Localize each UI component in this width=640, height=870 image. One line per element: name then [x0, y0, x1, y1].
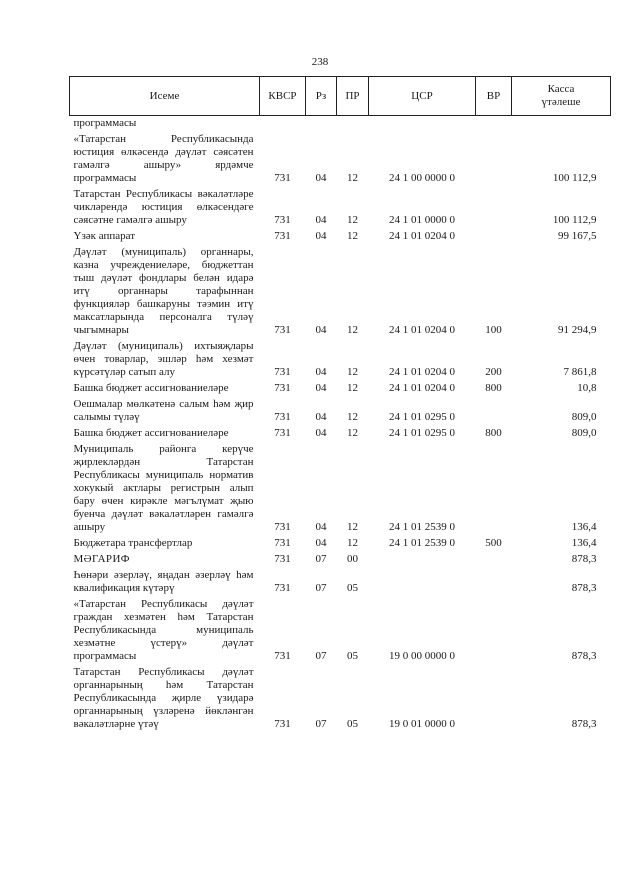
- cell-kvsr: 731: [274, 411, 291, 423]
- cell-kvsr: 731: [274, 521, 291, 533]
- cell-csr: 24 1 01 0295 0: [389, 427, 455, 439]
- cell-amount: 91 294,9: [558, 324, 597, 336]
- table-row: [70, 229, 611, 245]
- budget-table: [69, 76, 611, 733]
- cell-pr: 12: [347, 230, 358, 242]
- cell-csr: 24 1 00 0000 0: [389, 172, 455, 184]
- cell-amount: 10,8: [577, 382, 597, 394]
- cell-kvsr: 731: [274, 230, 291, 242]
- cell-name: Татарстан Республикасы вәкаләтләре чикләрендә юстиция өлкәсендәге сәясәтне гамәлгә ашыру: [73, 188, 254, 226]
- cell-csr: [369, 568, 476, 597]
- cell-name: «Татарстан Республикасы дәүләт граждан хезмәтен һәм Татарстан Республикасында муниципаль хезмәтне үстерү» дәүләт программасы: [73, 598, 254, 662]
- cell-pr: 12: [347, 214, 358, 226]
- cell-amount: 878,3: [571, 553, 597, 565]
- cell-amount: 7 861,8: [563, 366, 597, 378]
- cell-kvsr: 731: [274, 553, 291, 565]
- cell-name: Башка бюджет ассигнованиеләре: [73, 427, 229, 439]
- col-header-kvsr: КВСР: [260, 77, 306, 116]
- cell-vr: [476, 665, 512, 733]
- table-row: [70, 339, 611, 381]
- cell-name: Һөнәри әзерләү, яңадан әзерләү һәм квалификация күтәрү: [73, 569, 254, 594]
- cell-rz: [306, 116, 337, 133]
- cell-pr: 05: [347, 582, 358, 594]
- cell-vr: [476, 229, 512, 245]
- cell-kvsr: 731: [274, 650, 291, 662]
- cell-kvsr: 731: [274, 366, 291, 378]
- cell-amount: 99 167,5: [558, 230, 597, 242]
- cell-pr: 12: [347, 172, 358, 184]
- cell-vr: [476, 597, 512, 665]
- cell-amount: 136,4: [571, 537, 597, 549]
- cell-pr: 12: [347, 521, 358, 533]
- table-row: [70, 116, 611, 133]
- table-row: [70, 568, 611, 597]
- cell-name: Оешмалар мөлкәтенә салым һәм җир салымы түләү: [73, 398, 254, 423]
- cell-rz: 04: [315, 537, 327, 549]
- cell-name: Муниципаль районга керүче җирлекләрдән Татарстан Республикасы муниципаль норматив хокукый актлары регистрын алып бару өчен кирәкле мәгълүмат җыю буенча дәүләт вәкаләтләрен гамәлгә ашыру: [73, 443, 254, 533]
- table-row: [70, 132, 611, 187]
- cell-vr: [476, 116, 512, 133]
- cell-amount: [512, 116, 611, 133]
- cell-vr: [476, 552, 512, 568]
- cell-vr: 800: [485, 427, 502, 439]
- cell-amount: 136,4: [571, 521, 597, 533]
- col-header-pr: ПР: [337, 77, 369, 116]
- cell-name: Бюджетара трансфертлар: [73, 537, 193, 549]
- cell-csr: 24 1 01 0204 0: [389, 230, 455, 242]
- cell-vr: [476, 397, 512, 426]
- cell-csr: [369, 552, 476, 568]
- cell-kvsr: [260, 116, 306, 133]
- col-header-rz: Рз: [306, 77, 337, 116]
- cell-csr: [369, 116, 476, 133]
- table-row: [70, 536, 611, 552]
- cell-pr: 05: [347, 718, 358, 730]
- col-header-kassa-line2: үтәлеше: [541, 96, 581, 108]
- table-row: [70, 665, 611, 733]
- cell-rz: 04: [315, 230, 327, 242]
- page-number: 238: [311, 56, 329, 68]
- cell-vr: [476, 187, 512, 229]
- cell-csr: 19 0 01 0000 0: [389, 718, 455, 730]
- cell-name: МӘГАРИФ: [73, 553, 130, 565]
- cell-csr: 19 0 00 0000 0: [389, 650, 455, 662]
- col-header-vr: ВР: [476, 77, 512, 116]
- cell-kvsr: 731: [274, 172, 291, 184]
- cell-vr: 500: [485, 537, 502, 549]
- col-header-csr: ЦСР: [369, 77, 476, 116]
- cell-pr: 12: [347, 411, 358, 423]
- cell-kvsr: 731: [274, 537, 291, 549]
- cell-name: Дәүләт (муниципаль) органнары, казна учреждениеләре, бюджеттан тыш дәүләт фондлары белән идарә итү органнары тарафыннан функцияләр башкаруны тәэмин итү максатларында персоналга түләү чыгымнары: [73, 246, 254, 336]
- cell-csr: 24 1 01 0204 0: [389, 382, 455, 394]
- table-row: [70, 187, 611, 229]
- cell-kvsr: 731: [274, 214, 291, 226]
- cell-csr: 24 1 01 2539 0: [389, 537, 455, 549]
- cell-csr: 24 1 01 2539 0: [389, 521, 455, 533]
- cell-amount: 878,3: [571, 718, 597, 730]
- cell-pr: [337, 116, 369, 133]
- cell-amount: 100 112,9: [552, 172, 597, 184]
- table-header-row: [70, 77, 611, 116]
- cell-amount: 878,3: [571, 650, 597, 662]
- cell-rz: 04: [315, 411, 327, 423]
- cell-pr: 12: [347, 427, 358, 439]
- cell-csr: 24 1 01 0000 0: [389, 214, 455, 226]
- cell-name: Үзәк аппарат: [73, 230, 136, 242]
- cell-rz: 07: [315, 650, 327, 662]
- cell-kvsr: 731: [274, 718, 291, 730]
- cell-amount: 100 112,9: [552, 214, 597, 226]
- cell-vr: [476, 442, 512, 536]
- cell-rz: 04: [315, 172, 327, 184]
- cell-rz: 04: [315, 324, 327, 336]
- cell-amount: 809,0: [571, 427, 597, 439]
- cell-vr: [476, 132, 512, 187]
- col-header-kassa: [512, 77, 611, 116]
- cell-rz: 04: [315, 214, 327, 226]
- cell-kvsr: 731: [274, 427, 291, 439]
- cell-kvsr: 731: [274, 324, 291, 336]
- cell-pr: 05: [347, 650, 358, 662]
- cell-pr: 12: [347, 324, 358, 336]
- cell-name: Татарстан Республикасы дәүләт органнарының һәм Татарстан Республикасында җирле үзидарә органнарының үзләренә йөкләнгән вәкаләтләрне үтәү: [73, 666, 254, 730]
- cell-csr: 24 1 01 0295 0: [389, 411, 455, 423]
- table-row: [70, 381, 611, 397]
- cell-name: Дәүләт (муниципаль) ихтыяҗлары өчен товарлар, эшләр һәм хезмәт күрсәтүләр сатып алу: [73, 340, 254, 378]
- col-header-name: Исеме: [70, 77, 260, 116]
- cell-csr: 24 1 01 0204 0: [389, 324, 455, 336]
- cell-rz: 07: [315, 718, 327, 730]
- cell-name: Башка бюджет ассигнованиеләре: [73, 382, 229, 394]
- cell-rz: 04: [315, 427, 327, 439]
- cell-amount: 878,3: [571, 582, 597, 594]
- table-body: [70, 116, 611, 734]
- cell-name: «Татарстан Республикасында юстиция өлкәсендә дәүләт сәясәтен гамәлгә ашыру» ярдәмче программасы: [73, 133, 254, 184]
- table-row: [70, 442, 611, 536]
- cell-vr: [476, 568, 512, 597]
- table-row: [70, 597, 611, 665]
- cell-vr: 800: [485, 382, 502, 394]
- cell-vr: 100: [485, 324, 502, 336]
- cell-kvsr: 731: [274, 382, 291, 394]
- cell-pr: 12: [347, 537, 358, 549]
- cell-vr: 200: [485, 366, 502, 378]
- cell-rz: 04: [315, 521, 327, 533]
- col-header-kassa-line1: Касса: [547, 83, 575, 95]
- cell-kvsr: 731: [274, 582, 291, 594]
- cell-name: программасы: [73, 117, 137, 129]
- cell-rz: 07: [315, 582, 327, 594]
- cell-amount: 809,0: [571, 411, 597, 423]
- cell-rz: 04: [315, 366, 327, 378]
- table-row: [70, 397, 611, 426]
- table-row: [70, 552, 611, 568]
- cell-csr: 24 1 01 0204 0: [389, 366, 455, 378]
- cell-rz: 07: [315, 553, 327, 565]
- cell-pr: 00: [347, 553, 358, 565]
- table-row: [70, 426, 611, 442]
- table-row: [70, 245, 611, 339]
- cell-pr: 12: [347, 382, 358, 394]
- cell-pr: 12: [347, 366, 358, 378]
- cell-rz: 04: [315, 382, 327, 394]
